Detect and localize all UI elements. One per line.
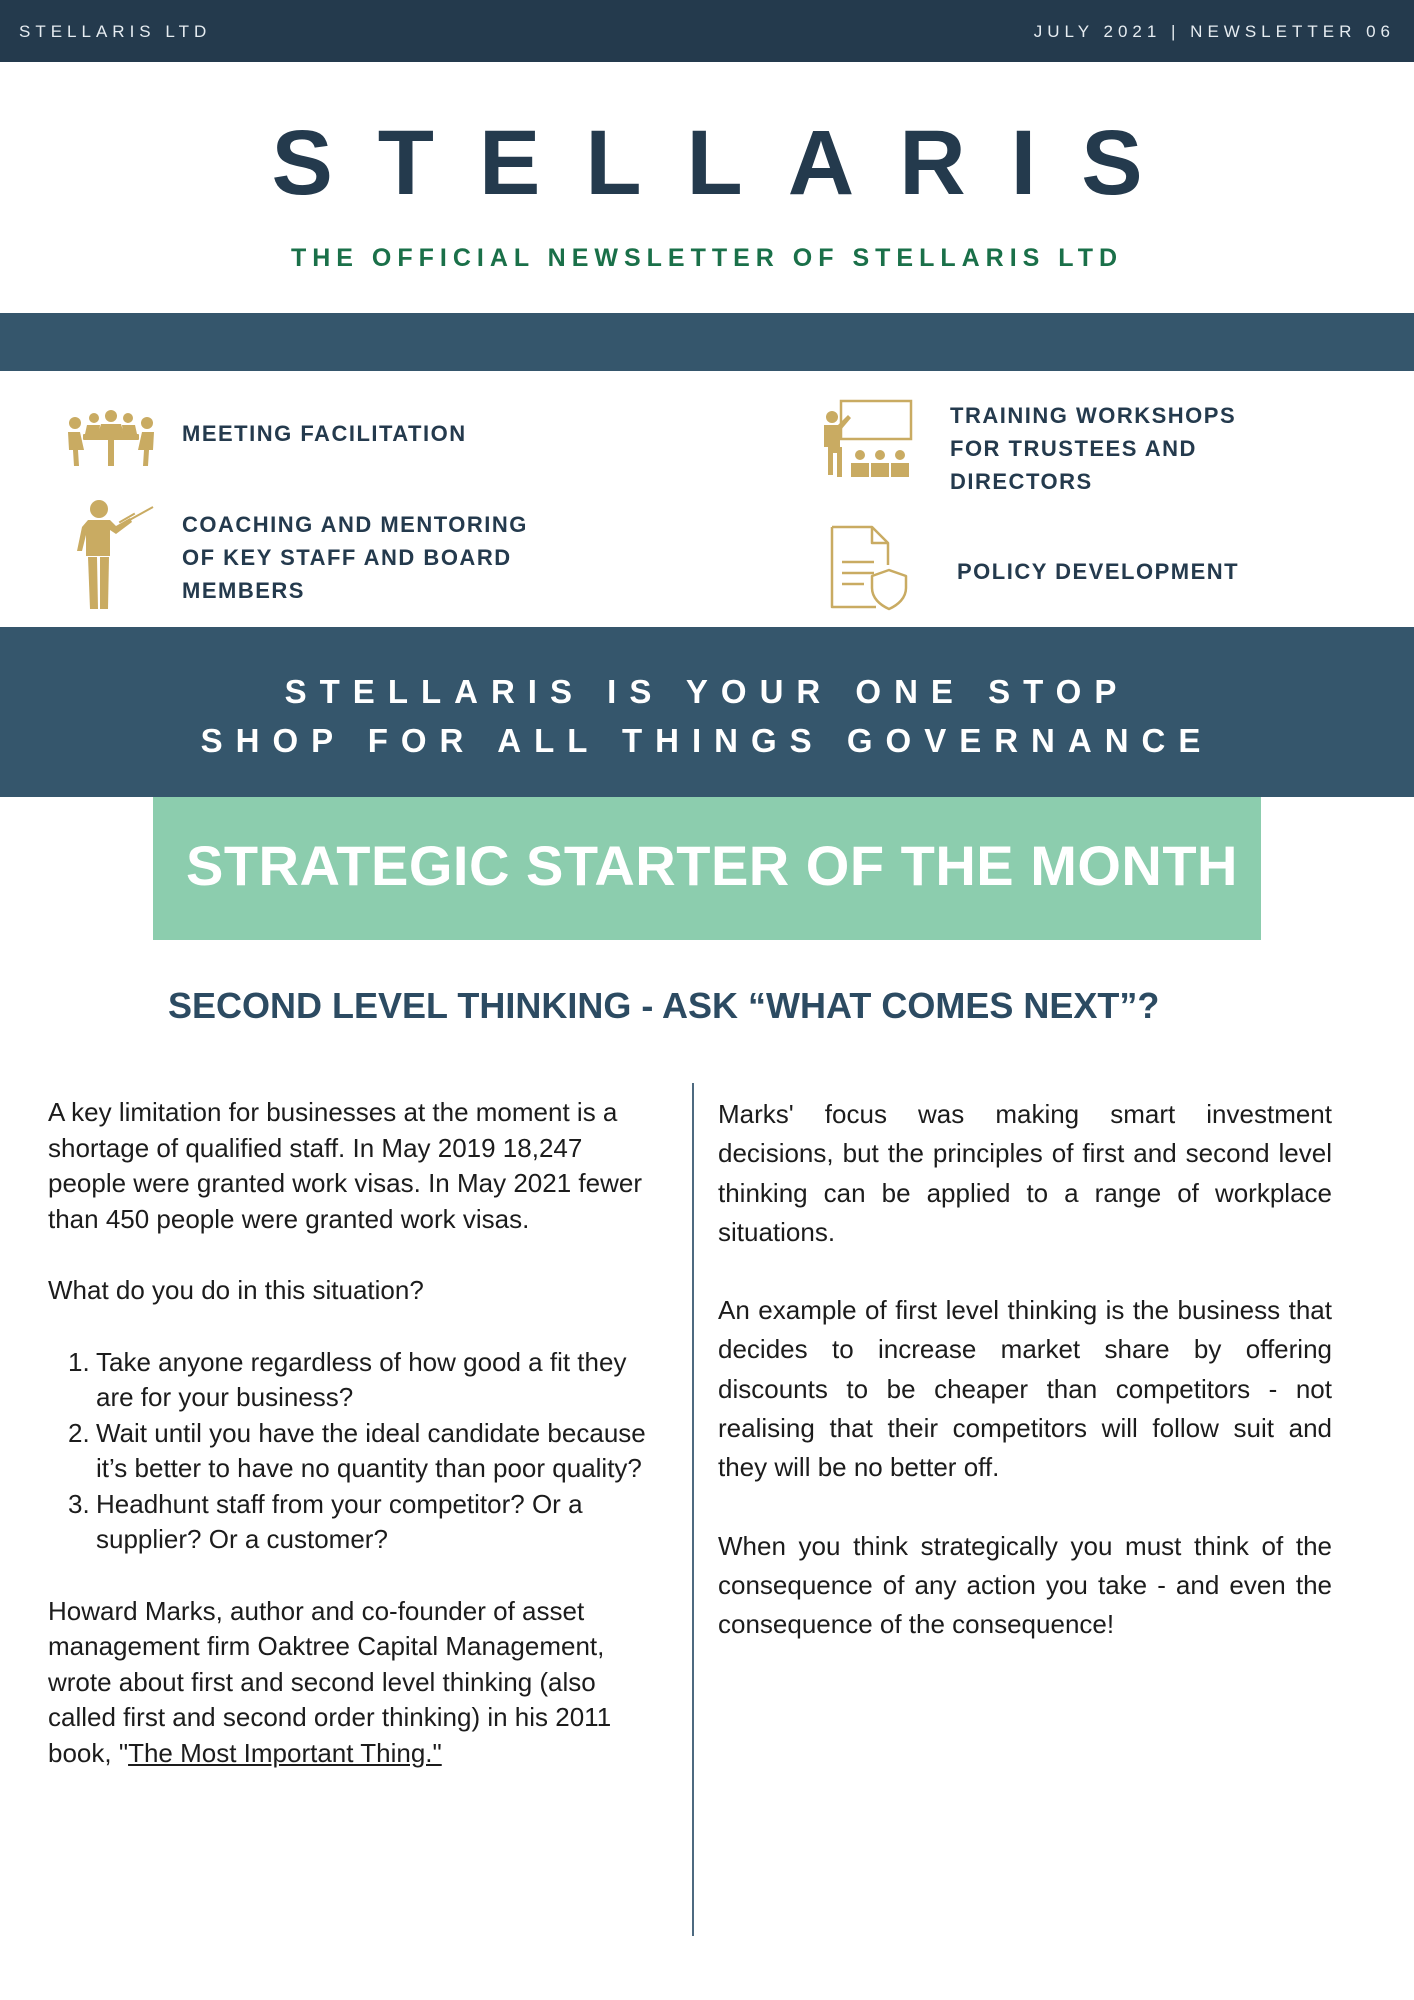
feature-title: STRATEGIC STARTER OF THE MONTH: [186, 834, 1238, 897]
list-number: 1.: [68, 1346, 90, 1377]
list-item: [48, 1345, 654, 1416]
top-bar: [0, 0, 1414, 62]
article-paragraph: When you think strategically you must think of the consequence of any action you take - and even the consequence of the consequence!: [718, 1530, 1332, 1640]
article-column-left: [48, 1095, 654, 1807]
list-number: 2.: [68, 1417, 90, 1448]
tagline-line-1: STELLARIS IS YOUR ONE STOP: [284, 673, 1130, 710]
article-column-right: [718, 1095, 1332, 1684]
book-link[interactable]: The Most Important Thing.": [128, 1737, 442, 1768]
list-item-text: Take anyone regardless of how good a fit they are for your business?: [96, 1346, 627, 1412]
services-panel: [0, 371, 1414, 627]
masthead-subtitle: THE OFFICIAL NEWSLETTER OF STELLARIS LTD: [290, 244, 1124, 272]
meeting-table-icon: [66, 407, 156, 471]
header-band: [0, 313, 1414, 371]
service-coaching-mentoring: COACHING AND MENTORING OF KEY STAFF AND BOARD MEMBERS: [182, 512, 528, 603]
policy-document-icon: [829, 524, 909, 612]
list-item-text: Wait until you have the ideal candidate because it’s better to have no quantity than poor quality?: [96, 1417, 646, 1483]
service-meeting-facilitation: MEETING FACILITATION: [182, 421, 467, 446]
article-paragraph: [48, 1594, 654, 1772]
service-training-workshops: TRAINING WORKSHOPS FOR TRUSTEES AND DIRECTORS: [950, 403, 1237, 494]
article-paragraph: Marks' focus was making smart investment decisions, but the principles of first and second level thinking can be applied to a range of workplace situations.: [718, 1099, 1332, 1247]
feature-banner: [153, 797, 1261, 940]
options-list: [48, 1345, 654, 1558]
tagline-banner: [0, 627, 1414, 797]
masthead-title: STELLARIS: [271, 112, 1188, 214]
service-policy-development: POLICY DEVELOPMENT: [957, 559, 1240, 584]
list-number: 3.: [68, 1488, 90, 1519]
column-divider: [692, 1083, 694, 1936]
article-paragraph: A key limitation for businesses at the moment is a shortage of qualified staff. In May 2019 18,247 people were granted work visas. In May 2021 fewer than 450 people were granted work visas.: [48, 1097, 642, 1234]
presenter-icon: [74, 499, 154, 613]
company-name: STELLARIS LTD: [19, 22, 212, 41]
issue-label: JULY 2021 | NEWSLETTER 06: [1033, 22, 1395, 41]
article-paragraph-text: Howard Marks, author and co-founder of asset management firm Oaktree Capital Management, wrote about first and second level thinking (also called first and second order thinking) in his 2011 book, ": [48, 1595, 612, 1768]
tagline-line-2: SHOP FOR ALL THINGS GOVERNANCE: [200, 722, 1214, 759]
list-item: [48, 1416, 654, 1487]
article-paragraph: An example of first level thinking is the business that decides to increase market share by offering discounts to be cheaper than competitors - not realising that their competitors will follow suit and they will be no better off.: [718, 1295, 1332, 1483]
list-item: [48, 1487, 654, 1558]
list-item-text: Headhunt staff from your competitor? Or a supplier? Or a customer?: [96, 1488, 583, 1554]
article-paragraph: What do you do in this situation?: [48, 1275, 424, 1305]
article-headline: SECOND LEVEL THINKING - ASK “WHAT COMES NEXT”?: [168, 985, 1160, 1026]
training-board-icon: [821, 399, 915, 479]
